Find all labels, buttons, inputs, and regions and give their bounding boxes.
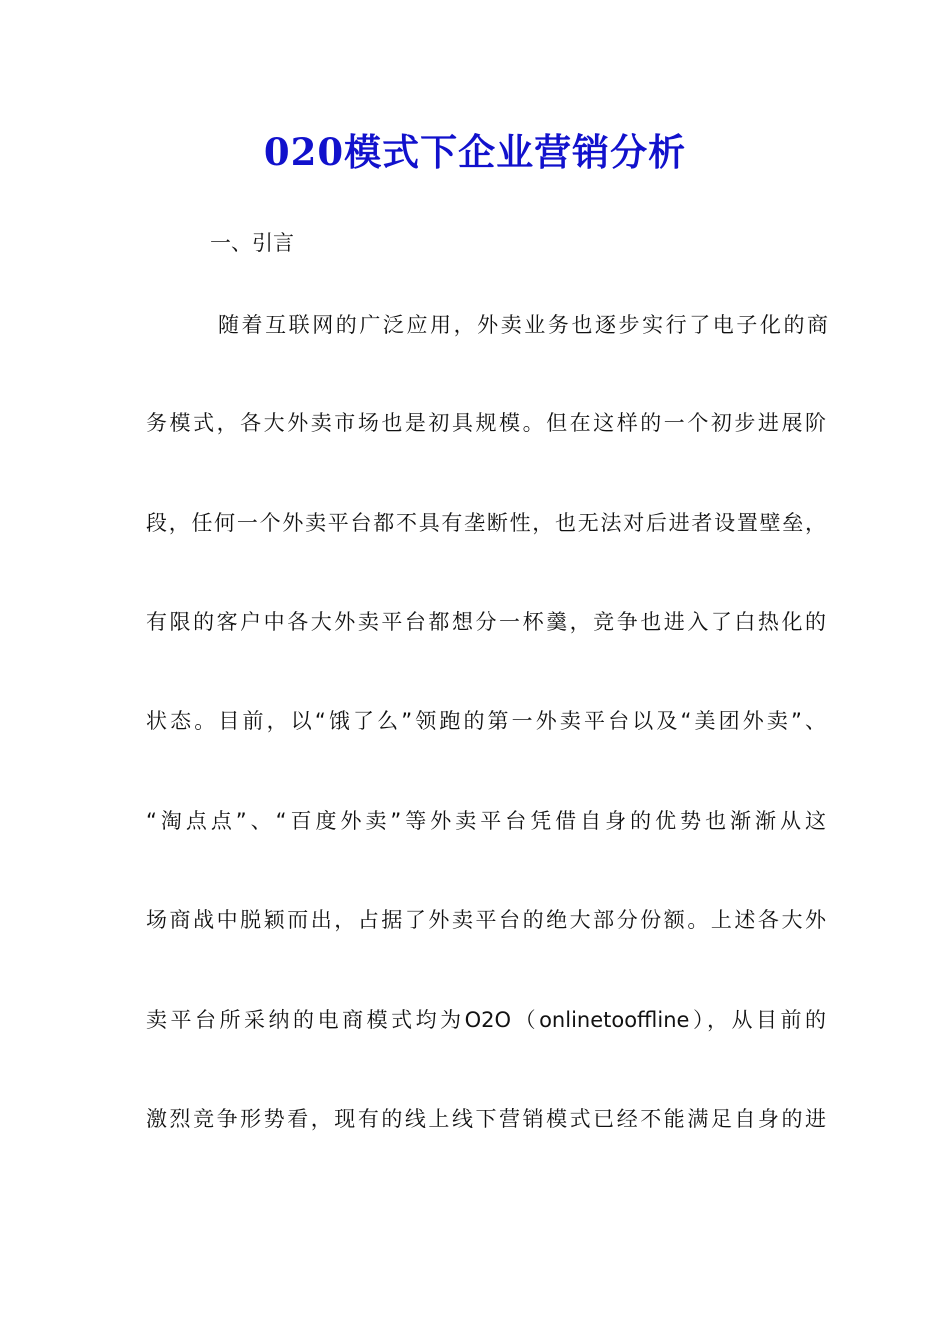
document-title: 020模式下企业营销分析 <box>263 130 687 174</box>
paragraph-line-7: 场商战中脱颖而出，占据了外卖平台的绝大部分份额。上述各大外 <box>146 908 826 932</box>
paragraph-line-2: 务模式，各大外卖市场也是初具规模。但在这样的一个初步进展阶 <box>146 411 826 435</box>
paragraph-line-6: “淘点点”、“百度外卖”等外卖平台凭借自身的优势也渐渐从这 <box>146 809 826 833</box>
paragraph-line-1: 随着互联网的广泛应用，外卖业务也逐步实行了电子化的商 <box>218 313 828 337</box>
section-heading: 一、引言 <box>210 231 294 255</box>
paragraph-line-5: 状态。目前，以“饿了么”领跑的第一外卖平台以及“美团外卖”、 <box>146 709 826 733</box>
paragraph-line-3: 段，任何一个外卖平台都不具有垄断性，也无法对后进者设置壁垒， <box>146 511 826 535</box>
paragraph-line-4: 有限的客户中各大外卖平台都想分一杯羹，竞争也进入了白热化的 <box>146 610 826 634</box>
paragraph-line-9: 激烈竞争形势看，现有的线上线下营销模式已经不能满足自身的进 <box>146 1107 826 1131</box>
paragraph-line-8: 卖平台所采纳的电商模式均为O2O（onlinetooffline），从目前的 <box>146 1008 826 1032</box>
